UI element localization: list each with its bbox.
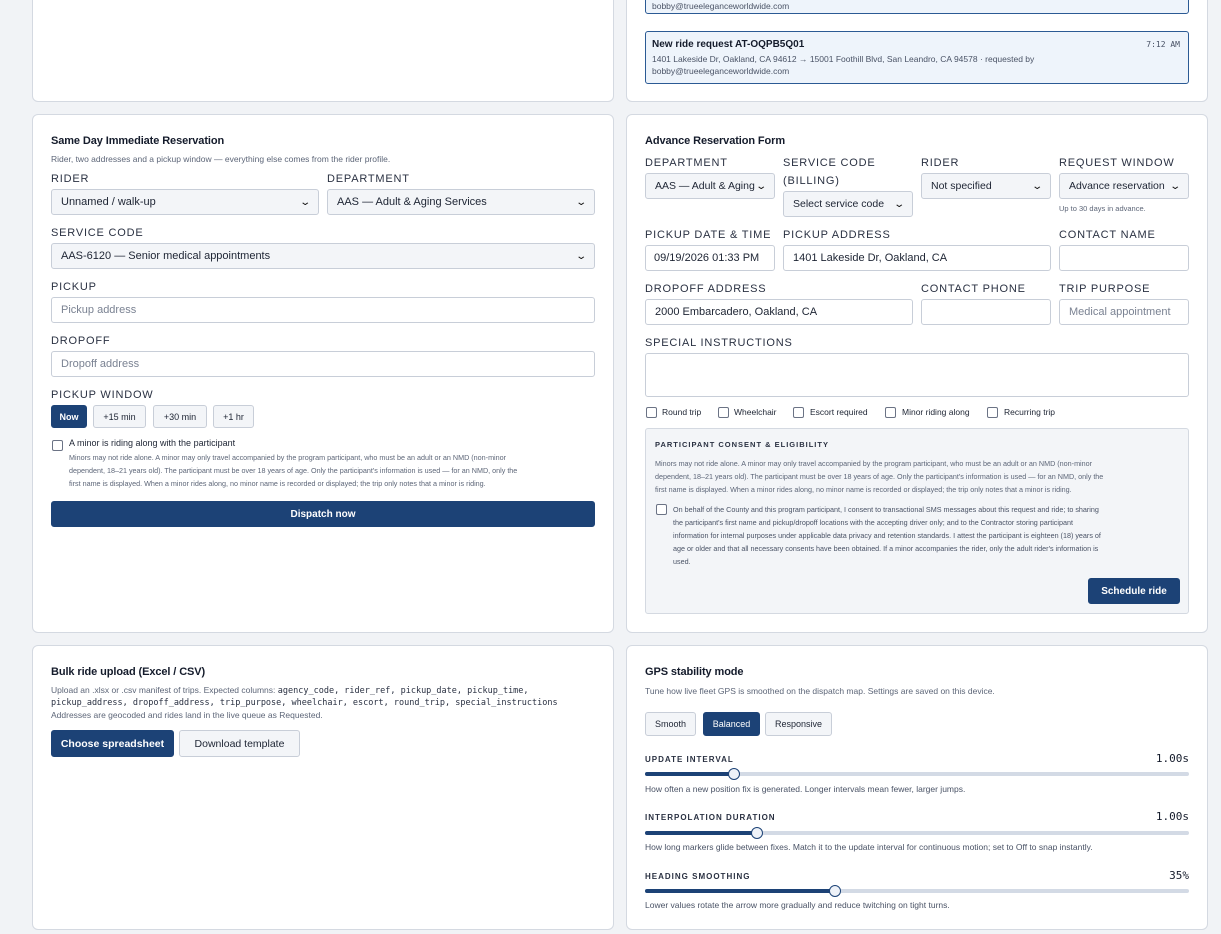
ride-request-item[interactable] (645, 0, 1189, 14)
pickup-window-label: PICKUP WINDOW (51, 389, 154, 401)
pickup-datetime-input[interactable]: 09/19/2026 01:33 PM (645, 245, 775, 271)
interpolation-duration-slider[interactable] (645, 831, 1189, 835)
recurring-trip-checkbox[interactable] (987, 407, 998, 418)
recurring-trip-label: Recurring trip (1004, 407, 1056, 417)
consent-note-line: Minors may not ride alone. A minor may only travel accompanied by the program participant, who must be an adult or an NMD (non-minor (655, 459, 1093, 468)
department-select-value: AAS — Adult & Aging (655, 180, 755, 192)
wheelchair-label: Wheelchair (734, 407, 777, 417)
request-requester-email: bobby@trueeleganceworldwide.com (652, 1, 790, 11)
window-30min-button[interactable]: +30 min (153, 405, 207, 428)
pickup-label: PICKUP (51, 281, 97, 293)
request-time: 7:12 AM (1146, 40, 1180, 49)
pickup-datetime-label: PICKUP DATE & TIME (645, 229, 772, 241)
bulk-description-tail: Addresses are geocoded and rides land in the live queue as Requested. (51, 710, 323, 720)
consent-panel (645, 428, 1189, 614)
service-code-label: SERVICE CODE (51, 227, 144, 239)
consent-text-line: used. (673, 557, 691, 566)
pickup-address-input[interactable]: 1401 Lakeside Dr, Oakland, CA (783, 245, 1051, 271)
special-instructions-textarea[interactable] (645, 353, 1189, 397)
gps-stability-card (626, 645, 1208, 930)
card-title: Advance Reservation Form (645, 135, 786, 147)
service-code-select-value: AAS-6120 — Senior medical appointments (61, 250, 271, 262)
department-label: DEPARTMENT (327, 173, 410, 185)
card-subtitle: Rider, two addresses and a pickup window — everything else comes from the rider profile. (51, 154, 391, 164)
contact-name-input[interactable] (1059, 245, 1189, 271)
update-interval-slider[interactable] (645, 772, 1189, 776)
chevron-down-icon: ⌄ (892, 198, 905, 210)
bulk-upload-card (32, 645, 614, 930)
card-title: Bulk ride upload (Excel / CSV) (51, 666, 206, 678)
consent-checkbox[interactable] (656, 504, 667, 515)
contact-name-label: CONTACT NAME (1059, 229, 1156, 241)
window-now-button[interactable]: Now (51, 405, 87, 428)
minor-riding-along-label: Minor riding along (902, 407, 970, 417)
contact-phone-label: CONTACT PHONE (921, 283, 1026, 295)
consent-text-line: information for internal purposes under applicable data privacy and retention standards. I attest the participant is eighteen (18) years of (673, 531, 1101, 540)
request-window-hint: Up to 30 days in advance. (1059, 204, 1146, 213)
special-instructions-label: SPECIAL INSTRUCTIONS (645, 337, 793, 349)
heading-smoothing-label: HEADING SMOOTHING (645, 872, 751, 881)
heading-smoothing-help: Lower values rotate the arrow more gradually and reduce twitching on tight turns. (645, 900, 950, 910)
chevron-down-icon: ⌄ (754, 180, 767, 192)
dropoff-address-input[interactable]: 2000 Embarcadero, Oakland, CA (645, 299, 913, 325)
same-day-reservation-card (32, 114, 614, 633)
rider-select[interactable] (51, 189, 319, 215)
minor-note-line: first name is displayed. When a minor rides along, no minor name is recorded or displayed; the trip only notes that a minor is riding. (69, 479, 486, 488)
bulk-columns: pickup_address, dropoff_address, trip_purpose, wheelchair, escort, round_trip, special_instructions (51, 698, 558, 708)
dropoff-address-label: DROPOFF ADDRESS (645, 283, 767, 295)
minor-riding-label: A minor is riding along with the participant (69, 438, 236, 448)
chevron-down-icon: ⌄ (1030, 180, 1043, 192)
minor-riding-checkbox[interactable] (52, 440, 63, 451)
top-left-card (32, 0, 614, 102)
slider-thumb[interactable] (751, 827, 763, 839)
wheelchair-checkbox[interactable] (718, 407, 729, 418)
mode-responsive-button[interactable]: Responsive (765, 712, 832, 736)
department-select-value: AAS — Adult & Aging Services (337, 196, 487, 208)
contact-phone-input[interactable] (921, 299, 1051, 325)
rider-label: RIDER (51, 173, 90, 185)
rider-label: RIDER (921, 157, 960, 169)
consent-text-line: the participant's first name and pickup/dropoff locations with the accepting driver only; and to the Contractor storing participant (673, 518, 1073, 527)
consent-heading: PARTICIPANT CONSENT & ELIGIBILITY (655, 440, 829, 449)
heading-smoothing-value: 35% (1169, 869, 1189, 882)
department-select[interactable] (645, 173, 775, 199)
mode-smooth-button[interactable]: Smooth (645, 712, 696, 736)
request-window-select-value: Advance reservation (1069, 180, 1165, 192)
window-15min-button[interactable]: +15 min (93, 405, 146, 428)
escort-required-checkbox[interactable] (793, 407, 804, 418)
trip-purpose-label: TRIP PURPOSE (1059, 283, 1151, 295)
pickup-address-input[interactable]: Pickup address (51, 297, 595, 323)
slider-fill (645, 831, 757, 835)
ride-requests-card (626, 0, 1208, 102)
interpolation-duration-value: 1.00s (1155, 810, 1189, 823)
round-trip-checkbox[interactable] (646, 407, 657, 418)
download-template-button[interactable]: Download template (179, 730, 300, 757)
rider-select-value: Not specified (931, 180, 992, 192)
department-label: DEPARTMENT (645, 157, 728, 169)
minor-riding-along-checkbox[interactable] (885, 407, 896, 418)
department-select[interactable] (327, 189, 595, 215)
slider-thumb[interactable] (728, 768, 740, 780)
request-window-label: REQUEST WINDOW (1059, 157, 1175, 169)
bulk-description-prefix: Upload an .xlsx or .csv manifest of trips. Expected columns: (51, 685, 276, 695)
consent-note-line: first name is displayed. When a minor rides along, no minor name is recorded or displayed; the trip only notes that a minor is riding. (655, 485, 1072, 494)
slider-fill (645, 772, 734, 776)
update-interval-label: UPDATE INTERVAL (645, 755, 734, 764)
service-code-select[interactable] (51, 243, 595, 269)
window-1hr-button[interactable]: +1 hr (213, 405, 254, 428)
bulk-description (51, 685, 529, 696)
pickup-address-label: PICKUP ADDRESS (783, 229, 891, 241)
schedule-ride-button[interactable]: Schedule ride (1088, 578, 1180, 604)
card-subtitle: Tune how live fleet GPS is smoothed on the dispatch map. Settings are saved on this device. (645, 686, 995, 696)
chevron-down-icon: ⌄ (574, 196, 587, 208)
service-code-select-value: Select service code (793, 198, 885, 210)
request-title: New ride request AT-OQPB5Q01 (652, 39, 805, 50)
chevron-down-icon: ⌄ (298, 196, 311, 208)
slider-fill (645, 889, 835, 893)
request-window-select[interactable] (1059, 173, 1189, 199)
chevron-down-icon: ⌄ (1168, 180, 1181, 192)
bulk-columns: agency_code, rider_ref, pickup_date, pickup_time, (277, 686, 529, 696)
interpolation-duration-label: INTERPOLATION DURATION (645, 813, 776, 822)
card-title: Same Day Immediate Reservation (51, 135, 225, 147)
round-trip-label: Round trip (662, 407, 702, 417)
minor-note-line: dependent, 18–21 years old). The participant must be over 18 years of age. Only the participant's information is used — for an NMD, only the (69, 466, 518, 475)
advance-reservation-card (626, 114, 1208, 633)
escort-required-label: Escort required (810, 407, 868, 417)
rider-select-value: Unnamed / walk-up (61, 196, 156, 208)
choose-spreadsheet-button[interactable]: Choose spreadsheet (51, 730, 174, 757)
mode-balanced-button[interactable]: Balanced (703, 712, 760, 736)
dispatch-now-button[interactable]: Dispatch now (51, 501, 595, 527)
service-code-label-billing: (BILLING) (783, 175, 840, 187)
consent-text-line: On behalf of the County and this program participant, I consent to transactional SMS messages about this request and ride; to sharing (673, 505, 1099, 514)
rider-select[interactable] (921, 173, 1051, 199)
update-interval-help: How often a new position fix is generated. Longer intervals mean fewer, larger jumps. (645, 784, 966, 794)
service-code-label: SERVICE CODE (783, 157, 876, 169)
request-route: 1401 Lakeside Dr, Oakland, CA 94612 → 15001 Foothill Blvd, San Leandro, CA 94578 · requested by (652, 54, 1035, 64)
update-interval-value: 1.00s (1155, 752, 1189, 765)
minor-note-line: Minors may not ride alone. A minor may only travel accompanied by the program participant, who must be an adult or an NMD (non-minor (69, 453, 507, 462)
request-requester-email: bobby@trueeleganceworldwide.com (652, 66, 790, 76)
heading-smoothing-slider[interactable] (645, 889, 1189, 893)
interpolation-duration-help: How long markers glide between fixes. Match it to the update interval for continuous motion; set to Off to snap instantly. (645, 842, 1093, 852)
consent-note-line: dependent, 18–21 years old). The participant must be over 18 years of age. Only the participant's information is used — for an NMD, only the (655, 472, 1104, 481)
chevron-down-icon: ⌄ (574, 250, 587, 262)
card-title: GPS stability mode (645, 666, 744, 678)
slider-thumb[interactable] (829, 885, 841, 897)
consent-text-line: age or older and that all necessary consents have been obtained. If a minor accompanies the rider, only the adult rider's information is (673, 544, 1099, 553)
trip-purpose-input[interactable]: Medical appointment (1059, 299, 1189, 325)
ride-request-item[interactable] (645, 31, 1189, 84)
dropoff-label: DROPOFF (51, 335, 111, 347)
service-code-select[interactable] (783, 191, 913, 217)
dropoff-address-input[interactable]: Dropoff address (51, 351, 595, 377)
